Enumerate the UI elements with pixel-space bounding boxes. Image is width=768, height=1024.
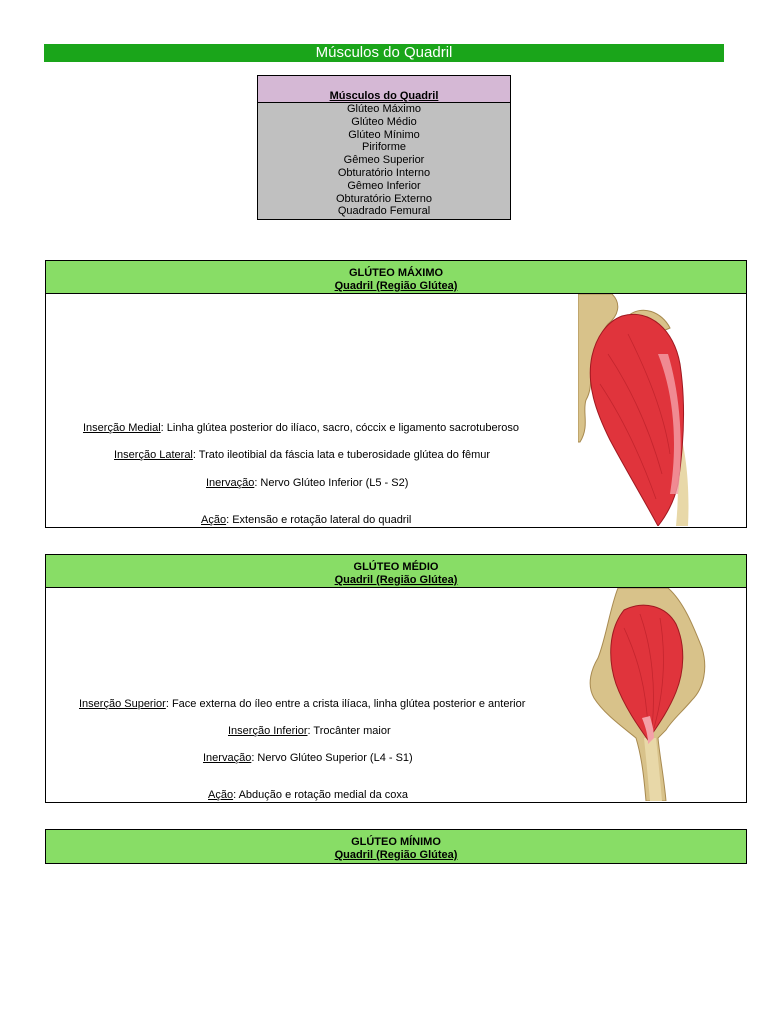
detail-label: Inserção Medial <box>83 422 161 434</box>
detail-line <box>203 752 413 764</box>
detail-label: Ação <box>201 514 227 526</box>
detail-label: Inervação <box>206 477 255 489</box>
gluteus-medius-illustration <box>584 588 714 801</box>
muscle-card-gluteo-maximo <box>45 260 747 528</box>
muscle-name: GLÚTEO MÍNIMO <box>351 836 441 848</box>
detail-text: : Abdução e rotação medial da coxa <box>233 789 408 801</box>
card-header <box>46 261 746 294</box>
detail-text: : Nervo Glúteo Superior (L4 - S1) <box>251 752 413 764</box>
muscle-card-gluteo-minimo <box>45 829 747 864</box>
index-list <box>258 103 510 218</box>
index-item: Obturatório Externo <box>336 192 432 205</box>
index-item: Gêmeo Inferior <box>347 179 421 192</box>
detail-label: Inervação <box>203 752 252 764</box>
detail-label: Inserção Lateral <box>114 449 193 461</box>
muscle-index-table <box>257 75 511 220</box>
detail-label: Inserção Inferior <box>228 725 308 737</box>
muscle-name: GLÚTEO MÁXIMO <box>348 267 444 279</box>
detail-line <box>228 725 391 737</box>
detail-text: : Trato ileotibial da fáscia lata e tuberosidade glútea do fêmur <box>192 449 491 461</box>
index-item: Glúteo Médio <box>351 115 417 128</box>
card-header <box>46 830 746 863</box>
gluteus-maximus-illustration <box>578 294 718 526</box>
detail-line <box>79 698 525 710</box>
muscle-region: Quadril (Região Glútea) <box>334 849 458 861</box>
detail-line <box>83 422 519 434</box>
detail-line <box>201 514 411 526</box>
detail-text: : Nervo Glúteo Inferior (L5 - S2) <box>254 477 409 489</box>
detail-text: : Trocânter maior <box>307 725 391 737</box>
index-item: Glúteo Máximo <box>347 103 421 115</box>
muscle-name: GLÚTEO MÉDIO <box>353 561 439 573</box>
detail-line <box>206 477 408 489</box>
index-item: Obturatório Interno <box>337 166 431 179</box>
muscle-region: Quadril (Região Glútea) <box>334 280 458 292</box>
detail-label: Inserção Superior <box>79 698 166 710</box>
index-item: Gêmeo Superior <box>343 154 425 167</box>
detail-text: : Linha glútea posterior do ilíaco, sacro, cóccix e ligamento sacrotuberoso <box>160 422 519 434</box>
muscle-card-gluteo-medio <box>45 554 747 803</box>
index-header: Músculos do Quadril <box>258 76 510 103</box>
index-item: Piriforme <box>361 141 406 154</box>
index-item: Glúteo Mínimo <box>348 128 420 141</box>
page-title: Músculos do Quadril <box>44 44 724 62</box>
index-item: Quadrado Femural <box>337 205 431 218</box>
detail-line <box>208 789 408 801</box>
detail-label: Ação <box>208 789 234 801</box>
detail-line <box>114 449 490 461</box>
detail-text: : Face externa do íleo entre a crista ilíaca, linha glútea posterior e anterior <box>165 698 526 710</box>
detail-text: : Extensão e rotação lateral do quadril <box>226 514 412 526</box>
card-header <box>46 555 746 588</box>
muscle-region: Quadril (Região Glútea) <box>334 574 458 586</box>
